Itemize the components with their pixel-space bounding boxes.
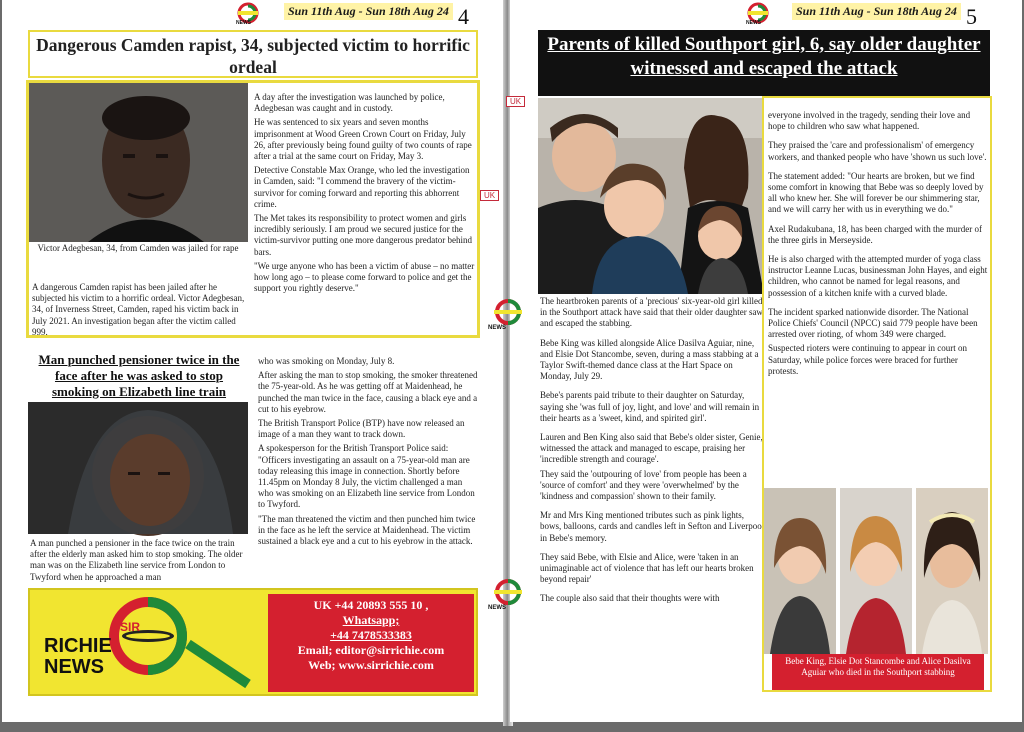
sir-richie-logo-icon: [484, 578, 532, 610]
mini-logo-text: NEWS: [488, 325, 506, 331]
cctv-photo: [28, 402, 248, 534]
southport-paragraph: everyone involved in the tragedy, sending their love and hope to children who saw what happened.: [768, 110, 971, 132]
camden-paragraph: Detective Constable Max Orange, who led the investigation in Camden, said: "I commend the bravery of the victim-survivor for coming forward and reporting this abhorrent crime.: [254, 165, 470, 209]
left-page: [2, 0, 507, 722]
southport-paragraph: They said the 'outpouring of love' from people has been a 'source of comfort' and they were 'overwhelmed' by the 'kindness and compassion' shown to their family.: [540, 468, 747, 502]
smoking-story-body: [258, 356, 480, 550]
headline-southport: Parents of killed Southport girl, 6, say older daughter witnessed and escaped the attack: [547, 34, 981, 79]
southport-paragraph: Suspected rioters were continuing to appear in court on Saturday, while police forces were braced for further protests.: [768, 343, 967, 376]
victims-photos: [764, 488, 988, 654]
ad-whatsapp-label: Whatsapp;: [342, 613, 400, 627]
camden-paragraph: He was sentenced to six years and seven months imprisonment at Wood Green Crown Court on Friday, July 26, after previously being found guilty of two counts of rape after a trial at the same court on Friday, May 3.: [254, 117, 472, 162]
cctv-image: [28, 402, 248, 534]
sir-richie-logo-icon: [744, 3, 776, 25]
suspect-photo-caption: Victor Adegbesan, 34, from Camden was jailed for rape: [37, 243, 239, 253]
uk-tag: UK: [480, 190, 499, 201]
southport-paragraph: The incident sparked nationwide disorder. The National Police Chiefs' Council (NPCC) said 779 people have been arrested over rioting, of whom 349 were charged.: [768, 306, 978, 340]
smoking-paragraph: who was smoking on Monday, July 8.: [258, 356, 395, 366]
ad-logo-sir: SIR: [120, 620, 141, 634]
family-image: [538, 98, 764, 294]
ad-logo-news: NEWS: [44, 656, 104, 678]
headline-camden: Dangerous Camden rapist, 34, subjected victim to horrific ordeal: [28, 30, 478, 78]
smoking-story-intro: A man punched a pensioner in the face twice on the train after the elderly man asked him to stop smoking. The older man was on the Elizabeth line service from London to Twyford when he approached a man: [30, 538, 243, 582]
southport-paragraph: They praised the 'care and professionalism' of emergency workers, and thanked people who have 'shown us such love'.: [768, 140, 987, 162]
southport-paragraph: The heartbroken parents of a 'precious' six-year-old girl killed in the Southport attack have said that their older daughter saw and escaped the stabbing.: [540, 296, 763, 329]
victims-caption: Bebe King, Elsie Dot Stancombe and Alice Dasilva Aguiar who died in the Southport stabbing: [772, 654, 984, 690]
sir-richie-logo-icon: [484, 298, 532, 330]
ad-logo-richie: RICHIE: [44, 635, 112, 657]
headline-smoking: Man punched pensioner twice in the face after he was asked to stop smoking on Elizabeth line train: [38, 352, 240, 399]
southport-paragraph: They said Bebe, with Elsie and Alice, were 'taken in an unimaginable act of violence that has left our hearts broken beyond repair': [540, 551, 754, 585]
page-number: 5: [966, 4, 977, 29]
southport-paragraph: The couple also said that their thoughts were with: [540, 593, 720, 604]
southport-paragraph: The statement added: "Our hearts are broken, but we find some comfort in knowing that Bebe was so deeply loved by all who knew her. She will forever be our shimmering star, and we will carry her with us in everything we do.": [768, 170, 984, 215]
ad-web[interactable]: Web; www.sirrichie.com: [308, 658, 434, 672]
smoking-paragraph: A spokesperson for the British Transport Police said: "Officers investigating an assault on a 75-year-old man are today releasing this image in connection. Shortly before 11.45pm on Monday 8 July, the victim challenged a man who was smoking on an Elizabeth line service from London to Twyford.: [258, 443, 475, 510]
camden-paragraph: The Met takes its responsibility to protect women and girls incredibly seriously. I am proud we secured justice for the victim-survivor putting one more dangerous predator behind bars.: [254, 213, 472, 257]
ad-contact-panel: [268, 594, 474, 692]
family-photo: [538, 98, 764, 294]
smoking-paragraph: The British Transport Police (BTP) have now released an image of a man they want to track down.: [258, 418, 465, 440]
mini-logo-text: NEWS: [746, 20, 761, 26]
victims-image: [764, 488, 988, 654]
ad-whatsapp-number: +44 7478533383: [330, 628, 412, 642]
issue-date: Sun 11th Aug - Sun 18th Aug 24: [284, 3, 453, 20]
southport-paragraph: Lauren and Ben King also said that Bebe's older sister, Genie, witnessed the attack and managed to escape, praising her 'incredible strength and courage'.: [540, 432, 763, 465]
sir-richie-logo-icon: [234, 3, 266, 25]
ad-email[interactable]: Email; editor@sirrichie.com: [297, 643, 445, 657]
camden-paragraph: "We urge anyone who has been a victim of abuse – no matter how long ago – to please come forward to police and get the support you rightly deserve.": [254, 260, 475, 294]
smoking-paragraph: After asking the man to stop smoking, the smoker threatened the 75-year-old. As he was getting off at Maidenhead, he punched the man twice in the face, causing a black eye and a cut to his eyebrow.: [258, 370, 478, 414]
southport-paragraph: Bebe's parents paid tribute to their daughter on Saturday, saying she 'was full of joy, light, and love' and will remain in their hearts as a 'sweet, kind, and spirited girl'.: [540, 390, 760, 423]
uk-tag: UK: [506, 96, 525, 107]
svg-text:NEWS: NEWS: [236, 20, 251, 26]
camden-paragraph: A day after the investigation was launched by police, Adegbesan was caught and in custody.: [254, 92, 445, 114]
camden-story-body: [254, 92, 476, 297]
headline-band: [538, 30, 990, 96]
ad-phone: UK +44 20893 555 10 ,: [313, 598, 429, 612]
southport-paragraph: He is also charged with the attempted murder of yoga class instructor Leanne Lucas, businessman John Hayes, and eight children, who cannot be named for legal reasons, and possession of a kitchen knife with a curved blade.: [768, 254, 988, 298]
mini-logo-text: NEWS: [488, 605, 506, 611]
issue-date: Sun 11th Aug - Sun 18th Aug 24: [792, 3, 961, 20]
smoking-paragraph: "The man threatened the victim and then punched him twice in the face as he left the service at Maidenhead. The victim sustained a black eye and a cut to his eyebrow in the attack.: [258, 513, 476, 547]
southport-paragraph: Mr and Mrs King mentioned tributes such as pink lights, bows, balloons, cards and candles left in Sefton and Liverpool in Bebe's memory.: [540, 510, 765, 543]
advert-banner: [28, 588, 478, 696]
right-page: [484, 0, 1022, 722]
southport-paragraph: Bebe King was killed alongside Alice Dasilva Aguiar, nine, and Elsie Dot Stancombe, seven, during a mass stabbing at a Taylor Swift-themed dance class at the Hart Space on Monday, July 29.: [540, 337, 759, 382]
southport-column-1: [540, 296, 766, 608]
page-number: 4: [458, 4, 469, 29]
southport-paragraph: Axel Rudakubana, 18, has been charged with the murder of the three girls in Merseyside.: [768, 223, 983, 245]
camden-story-intro: A dangerous Camden rapist has been jailed after he subjected his victim to a horrific ordeal. Victor Adegbesan, 34, of Inverness Street, Camden, raped his victim back in July 2021. An investigation began after the victim called 999.: [32, 282, 245, 337]
